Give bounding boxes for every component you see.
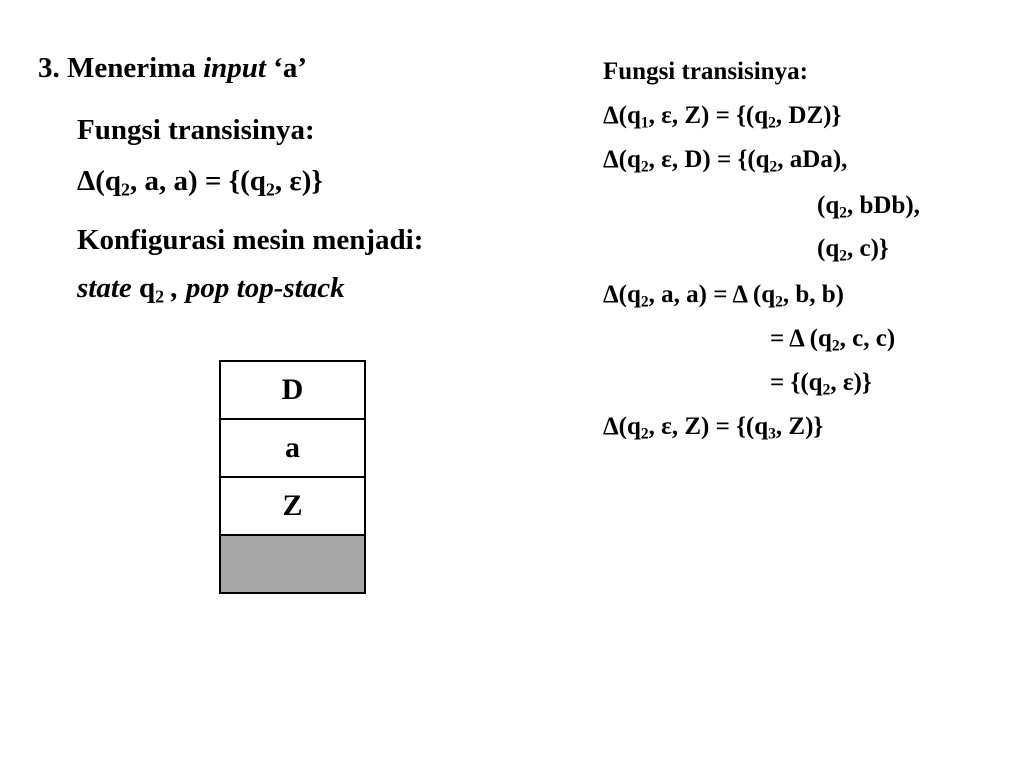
stack-cell-top: D [221, 362, 364, 420]
heading-symbol: ‘a’ [265, 52, 308, 84]
formula-part: , ε)} [274, 165, 323, 197]
transition-line-8 [603, 413, 823, 441]
formula-subscript: 2 [822, 381, 831, 399]
stack-cell-empty [221, 536, 364, 592]
formula-part: , ε, D) = {(q [648, 146, 770, 173]
formula-subscript: 2 [775, 293, 783, 311]
heading-number: 3. Menerima [38, 52, 204, 84]
formula-part: , c)} [846, 235, 889, 262]
formula-subscript: 2 [640, 158, 649, 176]
transition-line-5 [603, 281, 844, 309]
formula-part: = {(q [770, 369, 823, 396]
transition-formula [77, 165, 323, 198]
config-state [77, 272, 345, 305]
section-heading [38, 52, 307, 85]
formula-part: Δ(q [603, 146, 641, 173]
formula-part: Δ(q [603, 102, 641, 129]
state-subscript: 2 [155, 286, 165, 307]
transition-line-7 [770, 369, 872, 397]
formula-part: (q [817, 235, 840, 262]
formula-subscript: 2 [831, 337, 840, 355]
formula-part: , aDa), [777, 146, 848, 173]
stack-cell: Z [221, 478, 364, 536]
formula-part: , ε)} [830, 369, 872, 396]
state-q: q [131, 272, 156, 304]
formula-part: , a, a) = Δ (q [648, 281, 776, 308]
formula-part: , b, b) [782, 281, 845, 308]
transition-line-6 [770, 325, 895, 353]
transition-line-4 [817, 235, 889, 263]
formula-part: , c, c) [839, 325, 896, 352]
formula-part: , ε, Z) = {(q [648, 413, 769, 440]
formula-subscript: 2 [640, 425, 649, 443]
delta-symbol: Δ [77, 165, 96, 197]
formula-part: = Δ (q [770, 325, 832, 352]
formula-subscript: 2 [640, 293, 649, 311]
formula-subscript: 2 [265, 179, 275, 200]
heading-input-word: input [203, 52, 266, 84]
stack-diagram [219, 360, 366, 594]
state-word: state [77, 272, 132, 304]
formula-subscript: 2 [768, 114, 776, 132]
formula-part: , bDb), [846, 192, 920, 219]
transition-line-3 [817, 192, 920, 220]
formula-part: , Z)} [775, 413, 824, 440]
formula-part: Δ(q [603, 281, 641, 308]
formula-part: , DZ)} [775, 102, 842, 129]
right-title: Fungsi transisinya: [603, 58, 808, 85]
formula-part: (q [817, 192, 840, 219]
formula-part: Δ(q [603, 413, 641, 440]
pop-text: , pop top-stack [164, 272, 345, 304]
formula-subscript: 2 [839, 247, 847, 265]
config-label: Konfigurasi mesin menjadi: [77, 224, 424, 256]
formula-part: , ε, Z) = {(q [648, 102, 769, 129]
formula-subscript: 3 [768, 425, 776, 443]
formula-subscript: 2 [120, 179, 130, 200]
formula-part: (q [95, 165, 121, 197]
formula-subscript: 2 [839, 204, 847, 222]
transition-line-2 [603, 146, 847, 174]
transition-label: Fungsi transisinya: [77, 114, 315, 146]
formula-part: , a, a) = {(q [129, 165, 266, 197]
transition-line-1 [603, 102, 841, 130]
stack-cell: a [221, 420, 364, 478]
formula-subscript: 2 [769, 158, 778, 176]
formula-subscript: 1 [640, 114, 649, 132]
